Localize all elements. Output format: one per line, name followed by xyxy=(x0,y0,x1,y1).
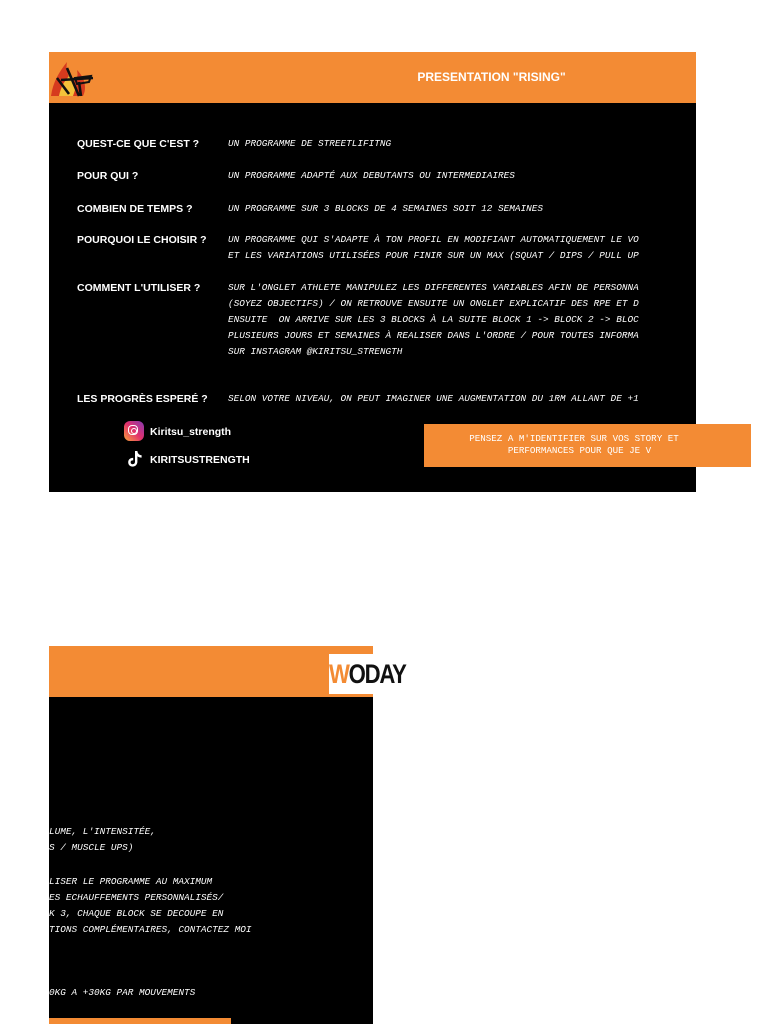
page-title: PRESENTATION "RISING" xyxy=(417,70,566,84)
tiktok-icon[interactable] xyxy=(127,450,143,468)
label-how-long: COMBIEN DE TEMPS ? xyxy=(77,203,193,215)
orange-bar xyxy=(49,1018,231,1024)
page-header-2 xyxy=(49,646,406,697)
story-callout xyxy=(424,424,751,467)
instagram-icon[interactable] xyxy=(124,421,144,441)
value-for-whom: UN PROGRAMME ADAPTÉ AUX DEBUTANTS OU INTERMEDIAIRES xyxy=(228,170,515,181)
label-how-to-use: COMMENT L'UTILISER ? xyxy=(77,282,201,294)
second-page xyxy=(49,646,406,1024)
text-block-2: LISER LE PROGRAMME AU MAXIMUM ES ECHAUFFEMENTS PERSONNALISÉS/ K 3, CHAQUE BLOCK SE DECOUPE EN TIONS COMPLÉMENTAIRES, CONTACTEZ MOI xyxy=(49,876,252,935)
value-expected-progress: SELON VOTRE NIVEAU, ON PEUT IMAGINER UNE AUGMENTATION DU 1RM ALLANT DE +1 xyxy=(228,393,639,404)
value-why-choose: UN PROGRAMME QUI S'ADAPTE À TON PROFIL EN MODIFIANT AUTOMATIQUEMENT LE VO ET LES VARIATIONS UTILISÉES POUR FINIR SUR UN MAX (SQUAT / DIPS / PULL UP xyxy=(228,234,639,261)
value-how-to-use: SUR L'ONGLET ATHLETE MANIPULEZ LES DIFFERENTES VARIABLES AFIN DE PERSONNA (SOYEZ OBJECTIFS) / ON RETROUVE ENSUITE UN ONGLET EXPLICATIF DES RPE ET D ENSUITE ON ARRIVE SUR LES 3 BLOCKS À LA SUITE BLOCK 1 -> BLOCK 2 -> BLOC PLUSIEURS JOURS ET SEMAINES À REALISER DANS L'ORDRE / POUR TOUTES INFORMA SUR INSTAGRAM @KIRITSU_STRENGTH xyxy=(228,282,639,357)
instagram-handle[interactable]: Kiritsu_strength xyxy=(150,426,232,438)
tiktok-handle[interactable]: KIRITSUSTRENGTH xyxy=(150,454,250,466)
label-what-is-it: QUEST-CE QUE C'EST ? xyxy=(77,138,200,150)
label-for-whom: POUR QUI ? xyxy=(77,170,139,182)
woday-logo: WODAY xyxy=(329,654,400,694)
kst-logo-icon xyxy=(49,56,95,100)
value-how-long: UN PROGRAMME SUR 3 BLOCKS DE 4 SEMAINES SOIT 12 SEMAINES xyxy=(228,203,544,214)
value-what-is-it: UN PROGRAMME DE STREETLIFITNG xyxy=(228,138,392,149)
story-callout-text: PENSEZ A M'IDENTIFIER SUR VOS STORY ET PERFORMANCES POUR QUE JE V xyxy=(469,433,679,456)
page-header xyxy=(49,52,696,103)
label-expected-progress: LES PROGRÈS ESPERÉ ? xyxy=(77,393,208,405)
label-why-choose: POURQUOI LE CHOISIR ? xyxy=(77,234,207,246)
text-block-3: 0KG A +30KG PAR MOUVEMENTS xyxy=(49,987,196,998)
text-block-1: LUME, L'INTENSITÉE, S / MUSCLE UPS) xyxy=(49,826,156,853)
